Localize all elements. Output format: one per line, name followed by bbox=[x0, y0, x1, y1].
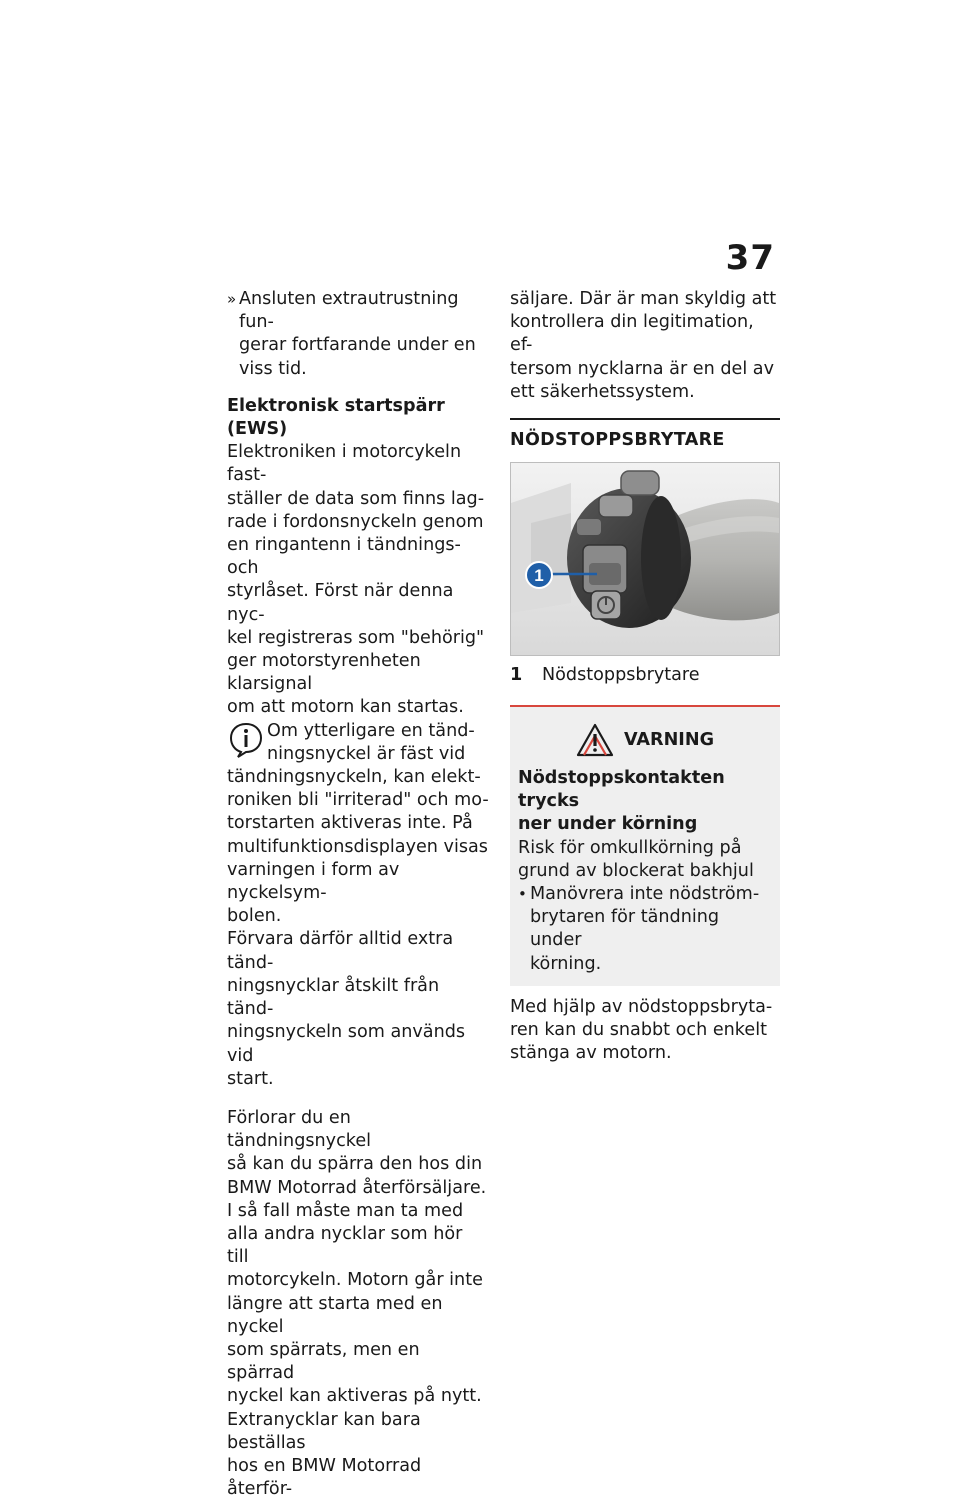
text-line: Förvara därför alltid extra tänd- bbox=[227, 929, 454, 973]
text-line: nyckel kan aktiveras på nytt. bbox=[227, 1386, 482, 1407]
text-line: motorcykeln. Motorn går inte bbox=[227, 1270, 483, 1291]
text-line: ningsnyckeln som används vid bbox=[227, 1022, 466, 1066]
double-chevron-icon: » bbox=[227, 290, 237, 308]
ews-heading: Elektronisk startspärr (EWS) bbox=[227, 395, 445, 440]
text-line: körning. bbox=[530, 953, 602, 974]
text-line: Med hjälp av nödstoppsbryta- bbox=[510, 996, 773, 1017]
text-line: multifunktionsdisplayen visas bbox=[227, 836, 488, 857]
warning-box bbox=[510, 705, 780, 986]
callout-1: 1 bbox=[534, 566, 544, 586]
left-column bbox=[227, 288, 489, 1501]
bullet-text bbox=[530, 883, 772, 976]
right-column bbox=[510, 288, 780, 1065]
text-line: ningsnycklar åtskilt från tänd- bbox=[227, 975, 440, 1020]
text-line: som spärrats, men en spärrad bbox=[227, 1339, 420, 1384]
bullet-item bbox=[227, 288, 489, 381]
text-line: torstarten aktiveras inte. På bbox=[227, 813, 473, 834]
storage-paragraph bbox=[227, 928, 489, 1090]
section-title: NÖDSTOPPSBRYTARE bbox=[510, 418, 780, 450]
text-line: ställer de data som finns lag- bbox=[227, 488, 485, 509]
warning-header bbox=[518, 723, 772, 757]
text-line: kel registreras som "behörig" bbox=[227, 627, 485, 648]
text-line: roniken bli "irriterad" och mo- bbox=[227, 790, 489, 811]
text-line: rade i fordonsnyckeln genom bbox=[227, 511, 484, 532]
closing-paragraph bbox=[510, 996, 780, 1066]
text-line: Förlorar du en tändningsnyckel bbox=[227, 1107, 372, 1152]
text-line: Manövrera inte nödström- bbox=[530, 884, 760, 905]
bullet-text bbox=[239, 288, 489, 381]
text-line: bolen. bbox=[227, 906, 282, 927]
info-icon bbox=[229, 722, 263, 758]
text-line: brytaren för tändning under bbox=[530, 907, 720, 951]
text-line: Nödstoppskontakten trycks bbox=[518, 768, 725, 812]
bullet-dot-icon: • bbox=[518, 885, 527, 904]
text-line: ningsnyckel är fäst vid bbox=[267, 743, 466, 764]
text-line: varningen i form av nyckelsym- bbox=[227, 859, 400, 904]
text-line: gerar fortfarande under en bbox=[239, 335, 476, 356]
text-line: så kan du spärra den hos din bbox=[227, 1154, 483, 1175]
text-line: ren kan du snabbt och enkelt bbox=[510, 1020, 767, 1041]
text-line: I så fall måste man ta med bbox=[227, 1200, 464, 1221]
text-line: ger motorstyrenheten klarsignal bbox=[227, 651, 421, 695]
text-line: säljare. Där är man skyldig att bbox=[510, 289, 777, 309]
warning-triangle-icon bbox=[576, 723, 614, 757]
text-line: kontrollera din legitimation, ef- bbox=[510, 312, 754, 356]
text-line: Elektroniken i motorcykeln fast- bbox=[227, 442, 462, 486]
text-line: hos en BMW Motorrad återför- bbox=[227, 1455, 422, 1500]
text-line: Extranycklar kan bara beställas bbox=[227, 1409, 421, 1453]
text-line: BMW Motorrad återförsäljare. bbox=[227, 1177, 487, 1198]
text-line: Risk för omkullkörning på bbox=[518, 837, 742, 858]
handlebar-illustration bbox=[511, 463, 779, 655]
text-line: en ringantenn i tändnings- och bbox=[227, 535, 461, 579]
text-line: om att motorn kan startas. bbox=[227, 697, 464, 718]
text-line: längre att starta med en nyckel bbox=[227, 1293, 443, 1337]
text-line: alla andra nycklar som hör till bbox=[227, 1223, 463, 1268]
text-line: start. bbox=[227, 1068, 274, 1089]
text-line: tersom nycklarna är en del av bbox=[510, 358, 775, 379]
text-line: grund av blockerat bakhjul bbox=[518, 860, 754, 881]
lost-key-paragraph bbox=[227, 1107, 489, 1501]
text-line: Ansluten extrautrustning fun- bbox=[239, 289, 459, 333]
continuation-paragraph bbox=[510, 288, 780, 404]
info-note bbox=[227, 720, 489, 929]
page-number: 37 bbox=[725, 238, 775, 278]
ews-paragraph bbox=[227, 441, 489, 719]
text-line: viss tid. bbox=[239, 358, 307, 379]
text-line: ner under körning bbox=[518, 814, 698, 835]
handlebar-switch-figure bbox=[510, 462, 780, 656]
figure-caption bbox=[510, 664, 780, 687]
warning-risk bbox=[518, 837, 772, 883]
warning-bullet bbox=[518, 883, 772, 976]
text-line: stänga av motorn. bbox=[510, 1043, 672, 1064]
text-line: styrlåset. Först när denna nyc- bbox=[227, 581, 454, 625]
warning-label: VARNING bbox=[623, 730, 715, 751]
text-line: ett säkerhetssystem. bbox=[510, 381, 695, 402]
caption-text: Nödstoppsbrytare bbox=[542, 665, 700, 686]
text-line: tändningsnyckeln, kan elekt- bbox=[227, 767, 481, 788]
caption-number: 1 bbox=[510, 665, 523, 686]
warning-title bbox=[518, 767, 772, 837]
text-line: Om ytterligare en tänd- bbox=[267, 720, 475, 741]
